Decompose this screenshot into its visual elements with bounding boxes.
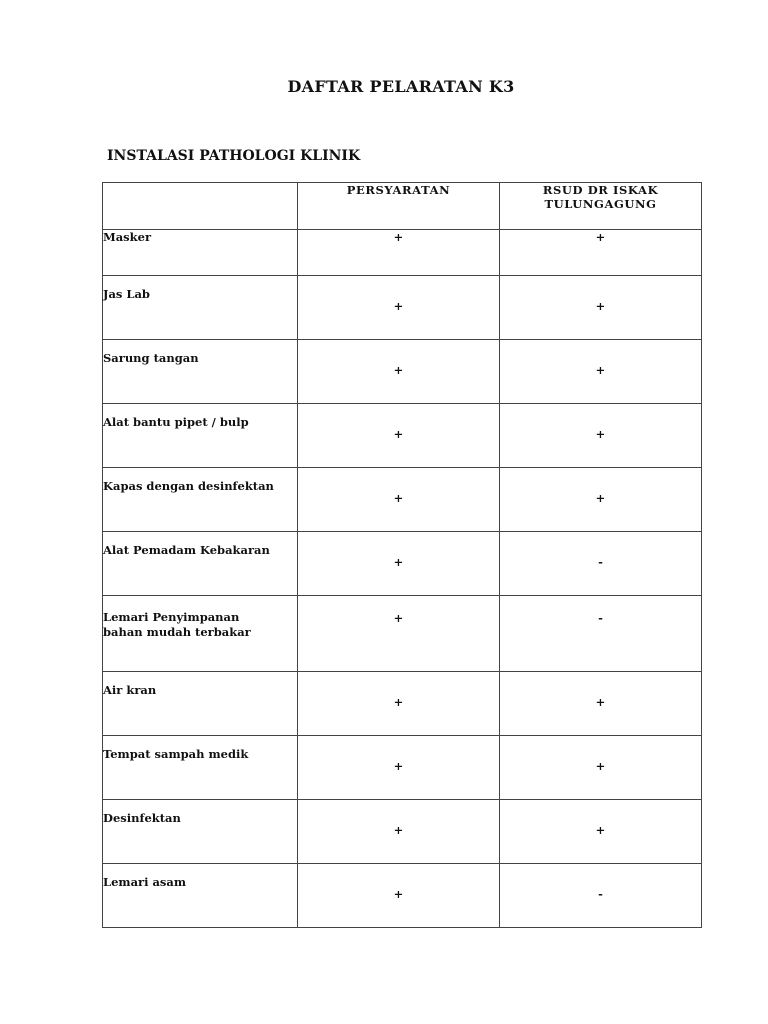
row-persyaratan-value: + xyxy=(298,596,500,672)
row-rsud-value: - xyxy=(500,864,702,928)
row-persyaratan-value: + xyxy=(298,672,500,736)
table-row xyxy=(103,276,702,340)
header-empty-cell xyxy=(103,183,298,230)
table-row xyxy=(103,404,702,468)
header-rsud-line2: TULUNGAGUNG xyxy=(544,197,657,211)
row-rsud-value: + xyxy=(500,404,702,468)
row-item-label-line2: bahan mudah terbakar xyxy=(103,625,251,639)
table-header-row xyxy=(103,183,702,230)
table-row xyxy=(103,736,702,800)
row-persyaratan-value: + xyxy=(298,404,500,468)
row-item-label: Desinfektan xyxy=(103,800,298,864)
equipment-table xyxy=(102,182,702,928)
table-row xyxy=(103,230,702,276)
row-item-label: Alat Pemadam Kebakaran xyxy=(103,532,298,596)
row-item-label: Kapas dengan desinfektan xyxy=(103,468,298,532)
row-item-label: Jas Lab xyxy=(103,276,298,340)
row-rsud-value: + xyxy=(500,468,702,532)
row-item-label: Alat bantu pipet / bulp xyxy=(103,404,298,468)
row-item-label: Air kran xyxy=(103,672,298,736)
row-rsud-value: + xyxy=(500,230,702,276)
row-item-label: Sarung tangan xyxy=(103,340,298,404)
row-persyaratan-value: + xyxy=(298,532,500,596)
row-item-label: Lemari asam xyxy=(103,864,298,928)
row-rsud-value: + xyxy=(500,736,702,800)
row-persyaratan-value: + xyxy=(298,230,500,276)
row-persyaratan-value: + xyxy=(298,276,500,340)
row-persyaratan-value: + xyxy=(298,800,500,864)
header-persyaratan: PERSYARATAN xyxy=(298,183,500,230)
row-rsud-value: + xyxy=(500,672,702,736)
row-item-label: Tempat sampah medik xyxy=(103,736,298,800)
table-row xyxy=(103,864,702,928)
table-row xyxy=(103,340,702,404)
document-title: DAFTAR PELARATAN K3 xyxy=(287,77,515,96)
table-row xyxy=(103,800,702,864)
table-row xyxy=(103,468,702,532)
row-persyaratan-value: + xyxy=(298,864,500,928)
row-rsud-value: + xyxy=(500,276,702,340)
row-rsud-value: + xyxy=(500,340,702,404)
row-item-label-line1: Lemari Penyimpanan xyxy=(103,610,240,624)
row-persyaratan-value: + xyxy=(298,468,500,532)
row-persyaratan-value: + xyxy=(298,736,500,800)
row-rsud-value: + xyxy=(500,800,702,864)
section-title: INSTALASI PATHOLOGI KLINIK xyxy=(107,148,361,164)
row-rsud-value: - xyxy=(500,596,702,672)
header-rsud xyxy=(500,183,702,230)
table-row xyxy=(103,672,702,736)
row-persyaratan-value: + xyxy=(298,340,500,404)
row-item-label: Masker xyxy=(103,230,298,276)
table-row xyxy=(103,596,702,672)
header-rsud-line1: RSUD DR ISKAK xyxy=(542,183,659,197)
row-item-label xyxy=(103,596,298,672)
table-row xyxy=(103,532,702,596)
row-rsud-value: - xyxy=(500,532,702,596)
